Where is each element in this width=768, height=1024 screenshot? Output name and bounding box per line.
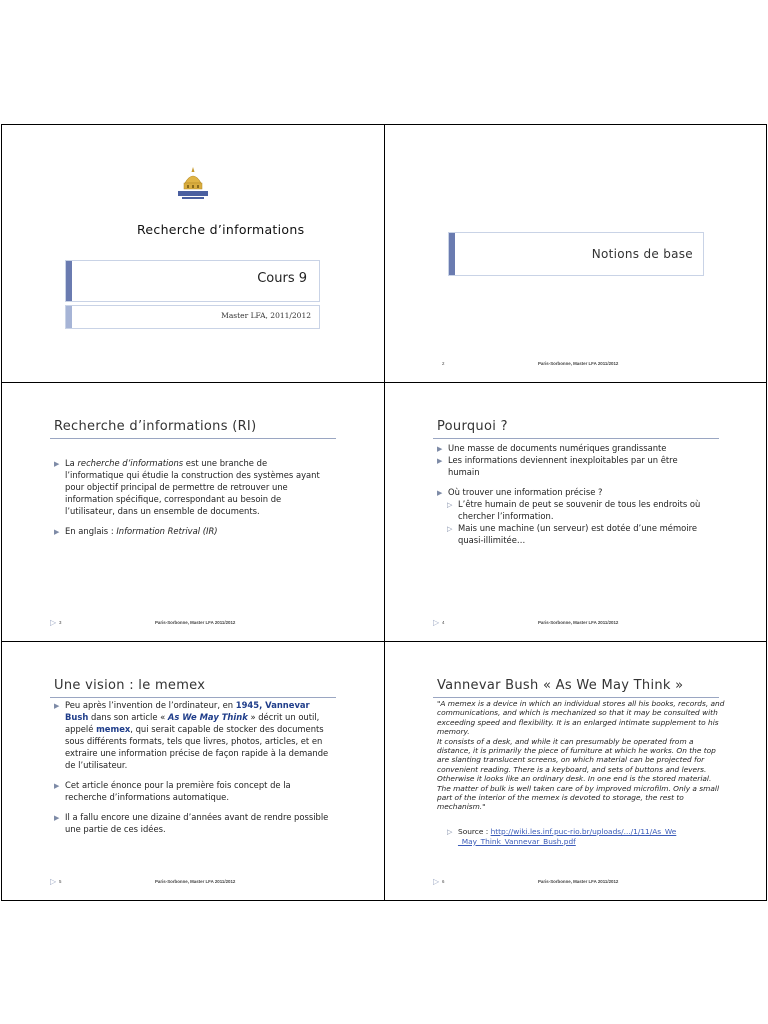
quote-paragraph-1: "A memex is a device in which an individual stores all his books, records, and communications, and which is mechanized so that it may be consulted with exceeding speed and flexibility. It is an enlarged intimate supplement to his memory. — [437, 699, 725, 737]
slide-5 — [2, 643, 385, 901]
slide-4 — [385, 384, 768, 642]
slide-footer — [433, 618, 719, 632]
bullet-item: ▶ Il a fallu encore une dizaine d’années avant de rendre possible une partie de ces idées. — [54, 812, 329, 834]
bullet-arrow-icon: ▶ — [54, 782, 60, 790]
title-rule — [433, 438, 719, 439]
slide-footer — [50, 618, 336, 632]
bullet-arrow-icon: ▶ — [54, 814, 60, 822]
master-accent-bar — [66, 306, 72, 328]
bullet-item: ▶ Une masse de documents numériques grandissante — [437, 443, 667, 453]
slide-6 — [385, 643, 768, 901]
footer-triangle-icon: ▷ — [433, 877, 440, 886]
cours-label: Cours 9 — [257, 271, 307, 286]
footer-text: Paris-Sorbonne, Master LFA 2011/2012 — [155, 620, 236, 625]
presentation-title: Recherche d’informations — [137, 222, 305, 237]
cours-box — [65, 260, 320, 302]
bullet-arrow-icon: ▶ — [54, 528, 60, 536]
bullet-arrow-icon: ▶ — [54, 702, 60, 710]
footer-triangle-icon: ▷ — [50, 618, 57, 627]
footer-text: Paris-Sorbonne, Master LFA 2011/2012 — [538, 361, 619, 366]
sub-bullet-arrow-icon: ▷ — [447, 525, 453, 533]
slide-title: Vannevar Bush « As We May Think » — [437, 678, 684, 693]
quote-paragraph-2: It consists of a desk, and while it can presumably be operated from a distance, it is primarily the piece of furniture at which he works. On the top are slanting translucent screens, on which material can be projected for convenient reading. There is a keyboard, and sets of buttons and levers. Otherwise it looks like an ordinary desk. In one end is the stored material. The matter of bulk is well taken care of by improved microfilm. Only a small part of the interior of the memex is devoted to storage, the rest to mechanism." — [437, 736, 719, 812]
bullet-list — [54, 699, 332, 835]
footer-text: Paris-Sorbonne, Master LFA 2011/2012 — [538, 879, 619, 884]
slide-number: 2 — [442, 361, 445, 366]
bullet-arrow-icon: ▶ — [54, 460, 60, 468]
bullet-arrow-icon: ▶ — [437, 445, 443, 453]
section-accent-bar — [449, 233, 455, 275]
footer-text: Paris-Sorbonne, Master LFA 2011/2012 — [538, 620, 619, 625]
sorbonne-logo — [174, 165, 212, 201]
title-rule — [433, 697, 719, 698]
sub-bullet-arrow-icon: ▷ — [447, 828, 453, 836]
footer-triangle-icon: ▷ — [50, 877, 57, 886]
section-title-box — [448, 232, 704, 276]
slide-title: Une vision : le memex — [54, 678, 206, 693]
slide-footer — [433, 877, 719, 891]
footer-triangle-icon: ▷ — [433, 618, 440, 627]
slide-number: 4 — [442, 620, 445, 625]
cours-accent-bar — [66, 261, 72, 301]
slide-number: 5 — [59, 879, 62, 884]
bullet-english: ▶ En anglais : Information Retrival (IR) — [54, 526, 218, 536]
slide-footer — [50, 877, 336, 891]
slide-number: 6 — [442, 879, 445, 884]
bush-quote — [437, 699, 727, 812]
source-list — [437, 827, 677, 846]
bullet-definition: ▶ La recherche d’informations est une branche de l’informatique qui étudie la construction des systèmes ayant pour objectif principal de permettre de retrouver une information spécifique, correspondant au besoin de l’utilisateur, dans un ensemble de documents. — [54, 458, 320, 516]
title-rule — [50, 438, 336, 439]
bullet-list — [437, 442, 705, 546]
footer-text: Paris-Sorbonne, Master LFA 2011/2012 — [155, 879, 236, 884]
title-rule — [50, 697, 336, 698]
bullet-arrow-icon: ▶ — [437, 489, 443, 497]
slide-title: Pourquoi ? — [437, 419, 508, 434]
bullet-list — [54, 457, 322, 537]
bullet-item: ▶ Les informations deviennent inexploitables par un être humain — [437, 455, 678, 477]
sub-bullet-arrow-icon: ▷ — [447, 501, 453, 509]
sub-bullet-item: ▷ L’être humain de peut se souvenir de tous les endroits où chercher l’information. — [447, 499, 701, 521]
bullet-arrow-icon: ▶ — [437, 457, 443, 465]
bullet-item: ▶ Cet article énonce pour la première fois concept de la recherche d’informations automatique. — [54, 780, 291, 802]
bullet-item: ▶ Où trouver une information précise ? — [437, 487, 603, 497]
master-label: Master LFA, 2011/2012 — [221, 311, 311, 320]
master-box — [65, 305, 320, 329]
slide-title: Recherche d’informations (RI) — [54, 419, 257, 434]
slide-2 — [385, 125, 768, 383]
slide-1 — [2, 125, 385, 383]
source-item: ▷ Source : http://wiki.les.inf.puc-rio.br/uploads/.../1/11/As_We_May_Think_Vannevar_Bush.pdf — [447, 827, 677, 846]
slide-3 — [2, 384, 385, 642]
slide-number: 3 — [59, 620, 62, 625]
section-title: Notions de base — [591, 247, 693, 261]
source-link[interactable]: http://wiki.les.inf.puc-rio.br/uploads/.../1/11/As_We_May_Think_Vannevar_Bush.pdf — [458, 827, 677, 846]
slide-footer — [433, 359, 719, 373]
bullet-memex-intro: ▶ Peu après l’invention de l’ordinateur, en 1945, Vannevar Bush dans son article « As We May Think » décrit un outil, appelé memex, qui serait capable de stocker des documents sous différents formats, tels que livres, photos, articles, et en extraire une information précise de façon rapide à la demande de l’utilisateur. — [54, 700, 329, 770]
sub-bullet-item: ▷ Mais une machine (un serveur) est dotée d’une mémoire quasi-illimitée… — [447, 523, 697, 545]
